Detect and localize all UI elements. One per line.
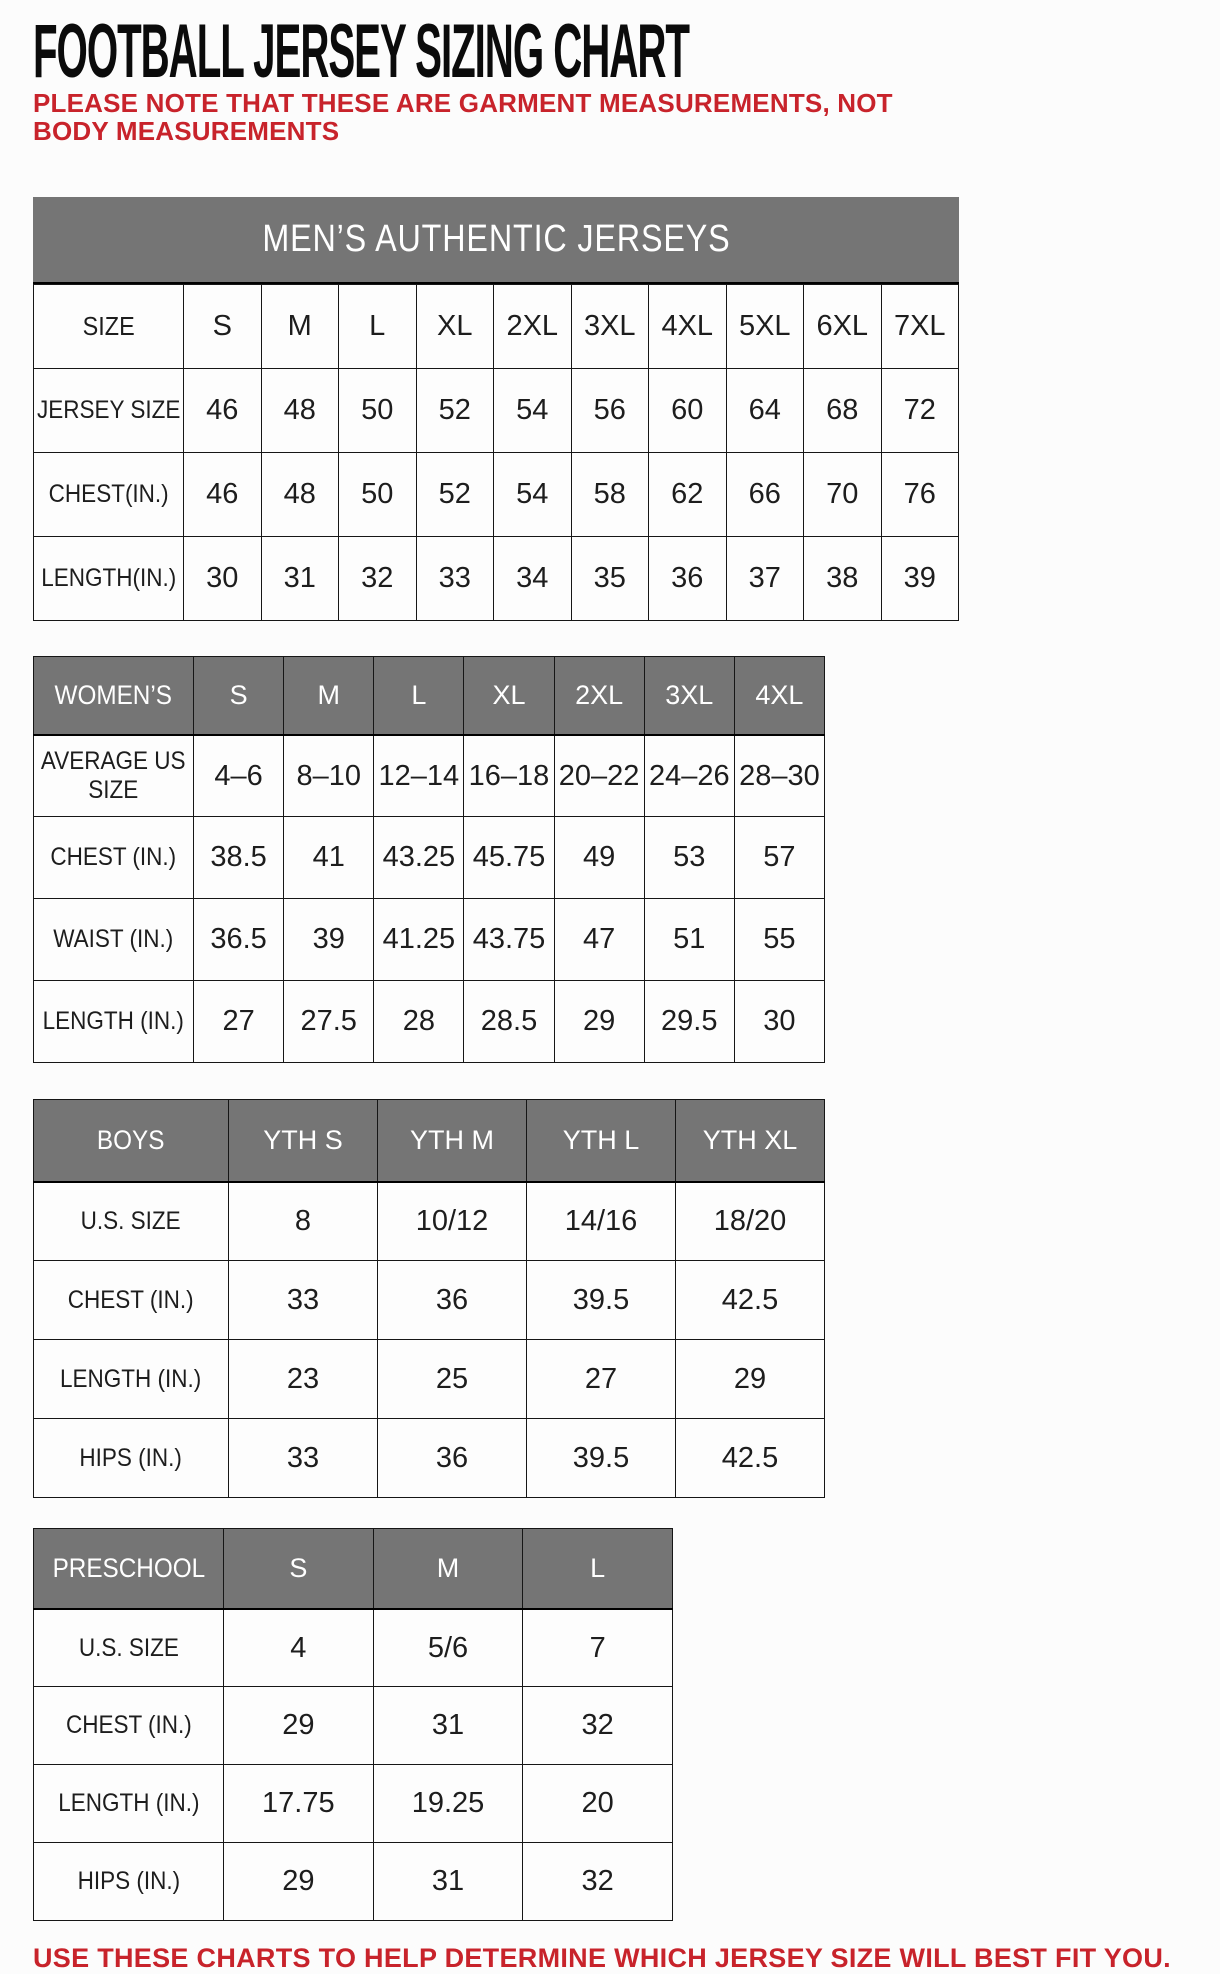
value-cell [881, 537, 959, 621]
value-cell-text: 34 [516, 562, 549, 595]
row-label-cell-text: AVERAGE US SIZE [41, 747, 186, 804]
value-cell-text: 41 [312, 841, 345, 874]
value-cell [734, 899, 824, 981]
value-cell-text: 41.25 [382, 923, 456, 956]
row-label-cell [34, 817, 194, 899]
column-header-cell-text: 3XL [583, 310, 636, 343]
value-cell-text: 8 [294, 1205, 312, 1238]
value-cell [554, 981, 644, 1063]
value-cell [734, 735, 824, 817]
value-cell-text: 56 [593, 394, 626, 427]
value-cell [464, 817, 554, 899]
value-cell-text: 48 [283, 394, 316, 427]
column-header-cell [676, 1100, 825, 1182]
column-header-cell [644, 657, 734, 735]
row-label-cell [34, 735, 194, 817]
column-header-cell-text: 4XL [755, 680, 804, 711]
column-header-cell [571, 285, 649, 369]
value-cell [676, 1340, 825, 1419]
womens-sizing-table [33, 656, 825, 1063]
column-header-cell [261, 285, 339, 369]
header-row [34, 1100, 825, 1182]
row-label-cell-text: LENGTH (IN.) [60, 1364, 202, 1393]
value-cell-text: 16–18 [468, 759, 550, 792]
column-header-cell [374, 657, 464, 735]
column-header-cell-text: 3XL [665, 680, 714, 711]
column-header-cell-text: M [436, 1553, 460, 1584]
value-cell [881, 369, 959, 453]
header-label-cell [34, 657, 194, 735]
value-cell [373, 1765, 523, 1843]
value-cell [554, 817, 644, 899]
table-row [34, 369, 959, 453]
value-cell-text: 28.5 [480, 1005, 538, 1038]
preschool-sizing-table [33, 1528, 673, 1921]
preschool-jerseys-section [33, 1528, 1220, 1921]
value-cell [649, 369, 727, 453]
value-cell [644, 899, 734, 981]
value-cell [676, 1419, 825, 1498]
value-cell [224, 1687, 374, 1765]
value-cell [554, 899, 644, 981]
value-cell [229, 1419, 378, 1498]
value-cell [734, 981, 824, 1063]
value-cell [804, 369, 882, 453]
value-cell [374, 899, 464, 981]
value-cell-text: 29 [733, 1362, 767, 1395]
column-header-cell-text: 2XL [575, 680, 624, 711]
value-cell-text: 42.5 [721, 1283, 779, 1316]
value-cell-text: 32 [581, 1709, 614, 1742]
header-label-cell-text: BOYS [97, 1125, 165, 1156]
value-cell-text: 18/20 [713, 1205, 787, 1238]
value-cell-text: 54 [516, 478, 549, 511]
value-cell [676, 1261, 825, 1340]
value-cell-text: 27 [584, 1362, 618, 1395]
header-row [34, 657, 825, 735]
value-cell-text: 39.5 [572, 1283, 630, 1316]
value-cell-text: 30 [206, 562, 239, 595]
value-cell [494, 369, 572, 453]
value-cell-text: 36.5 [210, 923, 267, 956]
value-cell [527, 1340, 676, 1419]
page-title [33, 9, 1220, 94]
column-header-cell [804, 285, 882, 369]
row-label-cell [34, 537, 184, 621]
column-header-cell-text: L [411, 680, 427, 711]
value-cell [644, 817, 734, 899]
value-cell [527, 1261, 676, 1340]
value-cell-text: 29 [282, 1709, 315, 1742]
value-cell-text: 25 [435, 1362, 469, 1395]
value-cell-text: 23 [286, 1362, 320, 1395]
value-cell-text: 68 [826, 394, 859, 427]
value-cell-text: 17.75 [262, 1787, 335, 1820]
row-label-cell [34, 1261, 229, 1340]
table-row [34, 1765, 673, 1843]
value-cell-text: 33 [286, 1283, 320, 1316]
column-header-cell [494, 285, 572, 369]
column-header-cell-text: 2XL [506, 310, 559, 343]
value-cell-text: 14/16 [564, 1205, 638, 1238]
value-cell-text: 72 [903, 394, 936, 427]
value-cell [881, 453, 959, 537]
column-header-cell-text: YTH XL [702, 1125, 798, 1156]
table-row [34, 735, 825, 817]
value-cell-text: 46 [206, 478, 239, 511]
value-cell [571, 453, 649, 537]
value-cell-text: 33 [438, 562, 471, 595]
column-header-cell [554, 657, 644, 735]
row-label-cell [34, 369, 184, 453]
value-cell-text: 8–10 [296, 759, 361, 792]
column-header-cell-text: XL [437, 310, 473, 343]
table-row [34, 1182, 825, 1261]
value-cell [464, 981, 554, 1063]
value-cell-text: 60 [671, 394, 704, 427]
value-cell-text: 52 [438, 478, 471, 511]
table-row [34, 1609, 673, 1687]
value-cell-text: 58 [593, 478, 626, 511]
womens-jerseys-section [33, 656, 1220, 1063]
header-label-cell-text: SIZE [82, 311, 135, 342]
row-label-cell [34, 1609, 224, 1687]
value-cell-text: 5/6 [427, 1631, 469, 1664]
column-header-cell-text: YTH M [410, 1125, 494, 1156]
row-label-cell [34, 1182, 229, 1261]
column-header-cell [881, 285, 959, 369]
column-header-cell [224, 1529, 374, 1609]
value-cell-text: 47 [583, 923, 616, 956]
row-label-cell [34, 899, 194, 981]
value-cell [726, 369, 804, 453]
value-cell-text: 29.5 [661, 1005, 718, 1038]
table-row [34, 1261, 825, 1340]
value-cell [194, 899, 284, 981]
value-cell-text: 31 [431, 1865, 465, 1898]
row-label-cell-text: U.S. SIZE [78, 1633, 179, 1662]
value-cell-text: 10/12 [415, 1205, 489, 1238]
value-cell-text: 45.75 [472, 841, 546, 874]
value-cell [494, 453, 572, 537]
row-label-cell-text: CHEST (IN.) [50, 843, 177, 872]
value-cell-text: 43.75 [472, 923, 546, 956]
header-label-cell [34, 1529, 224, 1609]
value-cell [261, 453, 339, 537]
value-cell-text: 24–26 [648, 759, 730, 792]
value-cell [339, 453, 417, 537]
value-cell-text: 39 [312, 923, 345, 956]
column-header-cell-text: S [229, 680, 248, 711]
value-cell-text: 33 [286, 1441, 320, 1474]
row-label-cell [34, 1765, 224, 1843]
value-cell-text: 39 [903, 562, 936, 595]
value-cell [416, 369, 494, 453]
value-cell-text: 36 [671, 562, 704, 595]
value-cell [229, 1182, 378, 1261]
value-cell-text: 51 [673, 923, 706, 956]
table-row [34, 1687, 673, 1765]
table-row [34, 537, 959, 621]
column-header-cell-text: 5XL [738, 310, 791, 343]
mens-table-banner [33, 197, 959, 284]
value-cell [284, 735, 374, 817]
row-label-cell-text: CHEST(IN.) [48, 480, 169, 509]
value-cell-text: 39.5 [572, 1441, 630, 1474]
value-cell-text: 70 [826, 478, 859, 511]
value-cell [571, 369, 649, 453]
value-cell-text: 55 [763, 923, 796, 956]
value-cell [571, 537, 649, 621]
value-cell [261, 369, 339, 453]
row-label-cell-text: HIPS (IN.) [77, 1867, 180, 1896]
value-cell-text: 37 [748, 562, 781, 595]
value-cell-text: 35 [593, 562, 626, 595]
column-header-cell-text: 7XL [893, 310, 946, 343]
header-label-cell [34, 285, 184, 369]
value-cell-text: 52 [438, 394, 471, 427]
value-cell [523, 1843, 673, 1921]
value-cell [378, 1340, 527, 1419]
value-cell [416, 453, 494, 537]
column-header-cell [229, 1100, 378, 1182]
value-cell [523, 1765, 673, 1843]
mens-table-banner-text: MEN’S AUTHENTIC JERSEYS [261, 218, 731, 261]
value-cell [726, 537, 804, 621]
value-cell [527, 1182, 676, 1261]
value-cell [734, 817, 824, 899]
value-cell [284, 899, 374, 981]
value-cell [194, 735, 284, 817]
column-header-cell-text: M [317, 680, 340, 711]
value-cell-text: 54 [516, 394, 549, 427]
table-row [34, 1340, 825, 1419]
value-cell-text: 31 [431, 1709, 465, 1742]
value-cell [284, 817, 374, 899]
value-cell-text: 76 [903, 478, 936, 511]
value-cell [523, 1609, 673, 1687]
row-label-cell [34, 1419, 229, 1498]
row-label-cell-text: JERSEY SIZE [36, 396, 181, 425]
value-cell-text: 12–14 [378, 759, 460, 792]
value-cell [261, 537, 339, 621]
value-cell [464, 899, 554, 981]
value-cell [527, 1419, 676, 1498]
value-cell [494, 537, 572, 621]
header-row [34, 1529, 673, 1609]
column-header-cell [378, 1100, 527, 1182]
boys-sizing-table [33, 1099, 825, 1498]
value-cell [194, 981, 284, 1063]
value-cell-text: 27 [222, 1005, 255, 1038]
column-header-cell [194, 657, 284, 735]
value-cell [464, 735, 554, 817]
value-cell-text: 29 [282, 1865, 315, 1898]
column-header-cell [184, 285, 262, 369]
garment-measurements-note: PLEASE NOTE THAT THESE ARE GARMENT MEASUREMENTS, NOT BODY MEASUREMENTS [33, 88, 893, 147]
table-row [34, 899, 825, 981]
page-title-text: FOOTBALL JERSEY SIZING CHART [33, 9, 689, 94]
row-label-cell-text: U.S. SIZE [80, 1207, 182, 1236]
value-cell [804, 453, 882, 537]
column-header-cell [464, 657, 554, 735]
column-header-cell-text: L [369, 310, 386, 343]
value-cell-text: 43.25 [382, 841, 456, 874]
value-cell-text: 36 [435, 1283, 469, 1316]
row-label-cell [34, 981, 194, 1063]
value-cell-text: 64 [748, 394, 781, 427]
value-cell-text: 38 [826, 562, 859, 595]
value-cell [649, 537, 727, 621]
value-cell-text: 36 [435, 1441, 469, 1474]
value-cell [726, 453, 804, 537]
value-cell-text: 48 [283, 478, 316, 511]
value-cell [184, 369, 262, 453]
value-cell-text: 31 [283, 562, 316, 595]
value-cell [644, 735, 734, 817]
value-cell-text: 32 [361, 562, 394, 595]
fit-advice-footer: USE THESE CHARTS TO HELP DETERMINE WHICH JERSEY SIZE WILL BEST FIT YOU. [33, 1943, 1171, 1974]
value-cell [416, 537, 494, 621]
value-cell [373, 1609, 523, 1687]
row-label-cell-text: LENGTH (IN.) [57, 1789, 200, 1818]
value-cell-text: 62 [671, 478, 704, 511]
table-row [34, 817, 825, 899]
value-cell-text: 19.25 [411, 1787, 485, 1820]
value-cell [184, 453, 262, 537]
value-cell-text: 29 [583, 1005, 616, 1038]
value-cell-text: 4–6 [214, 759, 263, 792]
table-row [34, 1843, 673, 1921]
value-cell-text: 42.5 [721, 1441, 779, 1474]
value-cell-text: 4 [290, 1631, 307, 1664]
value-cell-text: 38.5 [210, 841, 267, 874]
value-cell [194, 817, 284, 899]
mens-jerseys-section [33, 197, 1220, 621]
value-cell [224, 1765, 374, 1843]
value-cell [649, 453, 727, 537]
value-cell-text: 50 [361, 478, 394, 511]
value-cell-text: 28–30 [739, 759, 820, 792]
value-cell [644, 981, 734, 1063]
column-header-cell [734, 657, 824, 735]
value-cell [224, 1843, 374, 1921]
header-label-cell-text: PRESCHOOL [52, 1553, 205, 1584]
column-header-cell [284, 657, 374, 735]
row-label-cell [34, 453, 184, 537]
column-header-cell-text: S [289, 1553, 308, 1584]
column-header-cell-text: YTH S [263, 1125, 343, 1156]
value-cell [229, 1340, 378, 1419]
value-cell-text: 28 [402, 1005, 435, 1038]
column-header-cell [373, 1529, 523, 1609]
value-cell-text: 7 [589, 1631, 606, 1664]
value-cell-text: 46 [206, 394, 239, 427]
table-row [34, 981, 825, 1063]
value-cell [373, 1843, 523, 1921]
value-cell [373, 1687, 523, 1765]
column-header-cell-text: M [287, 310, 312, 343]
value-cell-text: 49 [583, 841, 616, 874]
column-header-cell-text: XL [492, 680, 526, 711]
row-label-cell-text: LENGTH(IN.) [41, 564, 177, 593]
value-cell [676, 1182, 825, 1261]
column-header-cell [416, 285, 494, 369]
row-label-cell [34, 1340, 229, 1419]
value-cell-text: 30 [763, 1005, 796, 1038]
column-header-cell [649, 285, 727, 369]
column-header-cell [523, 1529, 673, 1609]
value-cell-text: 50 [361, 394, 394, 427]
row-label-cell [34, 1843, 224, 1921]
value-cell [523, 1687, 673, 1765]
header-label-cell [34, 1100, 229, 1182]
value-cell [378, 1419, 527, 1498]
value-cell-text: 57 [763, 841, 796, 874]
table-row [34, 1419, 825, 1498]
value-cell [554, 735, 644, 817]
column-header-cell-text: L [590, 1553, 606, 1584]
row-label-cell-text: LENGTH (IN.) [42, 1007, 185, 1036]
value-cell [378, 1182, 527, 1261]
value-cell [229, 1261, 378, 1340]
value-cell [374, 981, 464, 1063]
value-cell-text: 32 [581, 1865, 614, 1898]
column-header-cell-text: S [212, 310, 232, 343]
value-cell-text: 53 [673, 841, 706, 874]
row-label-cell-text: HIPS (IN.) [79, 1443, 183, 1472]
value-cell [224, 1609, 374, 1687]
table-row [34, 453, 959, 537]
mens-sizing-table [33, 284, 959, 621]
column-header-cell-text: YTH L [562, 1125, 640, 1156]
value-cell-text: 27.5 [300, 1005, 357, 1038]
value-cell [374, 817, 464, 899]
column-header-cell-text: 6XL [816, 310, 869, 343]
value-cell [184, 537, 262, 621]
value-cell [339, 537, 417, 621]
value-cell [284, 981, 374, 1063]
column-header-cell [339, 285, 417, 369]
value-cell-text: 20–22 [558, 759, 640, 792]
row-label-cell [34, 1687, 224, 1765]
value-cell-text: 20 [581, 1787, 614, 1820]
header-row [34, 285, 959, 369]
row-label-cell-text: CHEST (IN.) [65, 1711, 192, 1740]
value-cell [804, 537, 882, 621]
column-header-cell [726, 285, 804, 369]
column-header-cell-text: 4XL [661, 310, 714, 343]
row-label-cell-text: CHEST (IN.) [68, 1285, 194, 1314]
row-label-cell-text: WAIST (IN.) [53, 925, 174, 954]
value-cell-text: 66 [748, 478, 781, 511]
value-cell [374, 735, 464, 817]
value-cell [378, 1261, 527, 1340]
header-label-cell-text: WOMEN’S [54, 680, 173, 711]
boys-jerseys-section [33, 1099, 1220, 1498]
value-cell [339, 369, 417, 453]
column-header-cell [527, 1100, 676, 1182]
